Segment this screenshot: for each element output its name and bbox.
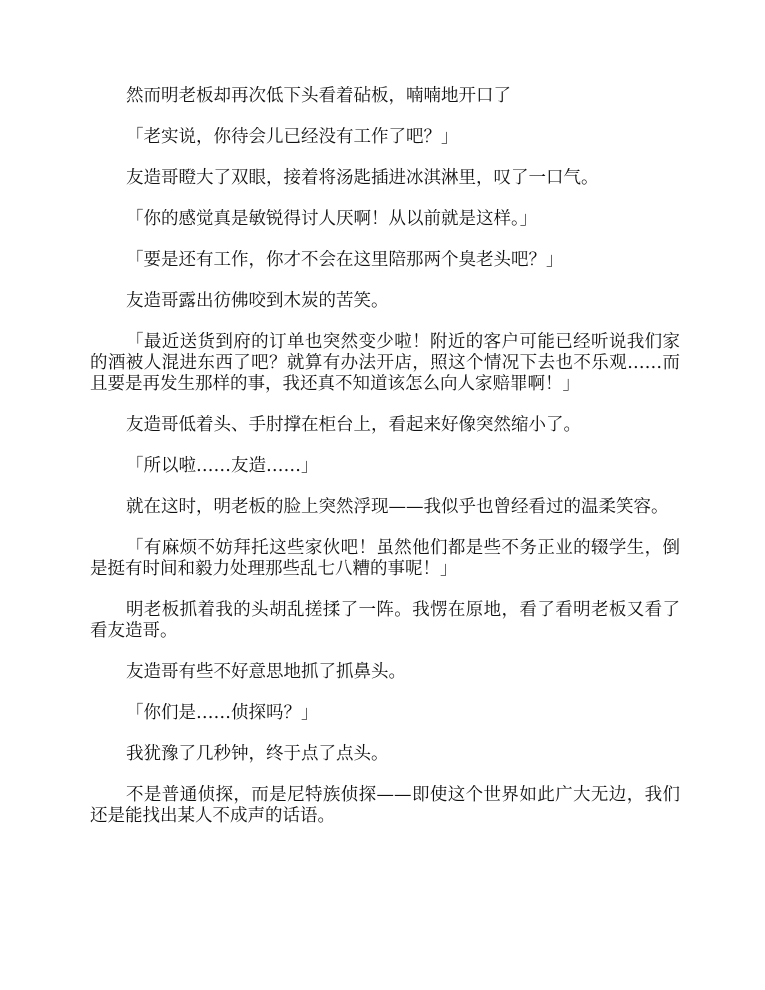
paragraph-7: 「最近送货到府的订单也突然变少啦！附近的客户可能已经听说我们家的酒被人混进东西了吧？就算有办法开店，照这个情况下去也不乐观……而且要是再发生那样的事，我还真不知道该怎么向人家赔罪啊！」 — [90, 332, 680, 394]
paragraph-15: 我犹豫了几秒钟，终于点了点头。 — [126, 744, 389, 764]
paragraph-1: 然而明老板却再次低下头看着砧板，喃喃地开口了 — [126, 86, 511, 106]
paragraph-6: 友造哥露出彷佛咬到木炭的苦笑。 — [126, 291, 389, 311]
paragraph-8: 友造哥低着头、手肘撑在柜台上，看起来好像突然缩小了。 — [126, 415, 581, 435]
paragraph-14: 「你们是……侦探吗？」 — [126, 703, 319, 723]
paragraph-4: 「你的感觉真是敏锐得讨人厌啊！从以前就是这样。」 — [126, 209, 538, 229]
paragraph-16: 不是普通侦探，而是尼特族侦探——即使这个世界如此广大无边，我们还是能找出某人不成声的话语。 — [90, 785, 680, 826]
paragraph-10: 就在这时，明老板的脸上突然浮现——我似乎也曾经看过的温柔笑容。 — [126, 497, 669, 517]
document-page — [90, 86, 680, 847]
paragraph-13: 友造哥有些不好意思地抓了抓鼻头。 — [126, 662, 406, 682]
paragraph-5: 「要是还有工作，你才不会在这里陪那两个臭老头吧？」 — [126, 250, 564, 270]
paragraph-9: 「所以啦……友造……」 — [126, 456, 319, 476]
paragraph-12: 明老板抓着我的头胡乱搓揉了一阵。我愣在原地，看了看明老板又看了看友造哥。 — [90, 600, 680, 641]
paragraph-2: 「老实说，你待会儿已经没有工作了吧？」 — [126, 127, 459, 147]
paragraph-11: 「有麻烦不妨拜托这些家伙吧！虽然他们都是些不务正业的辍学生，倒是挺有时间和毅力处理那些乱七八糟的事呢！」 — [90, 538, 680, 579]
paragraph-3: 友造哥瞪大了双眼，接着将汤匙插进冰淇淋里，叹了一口气。 — [126, 168, 599, 188]
